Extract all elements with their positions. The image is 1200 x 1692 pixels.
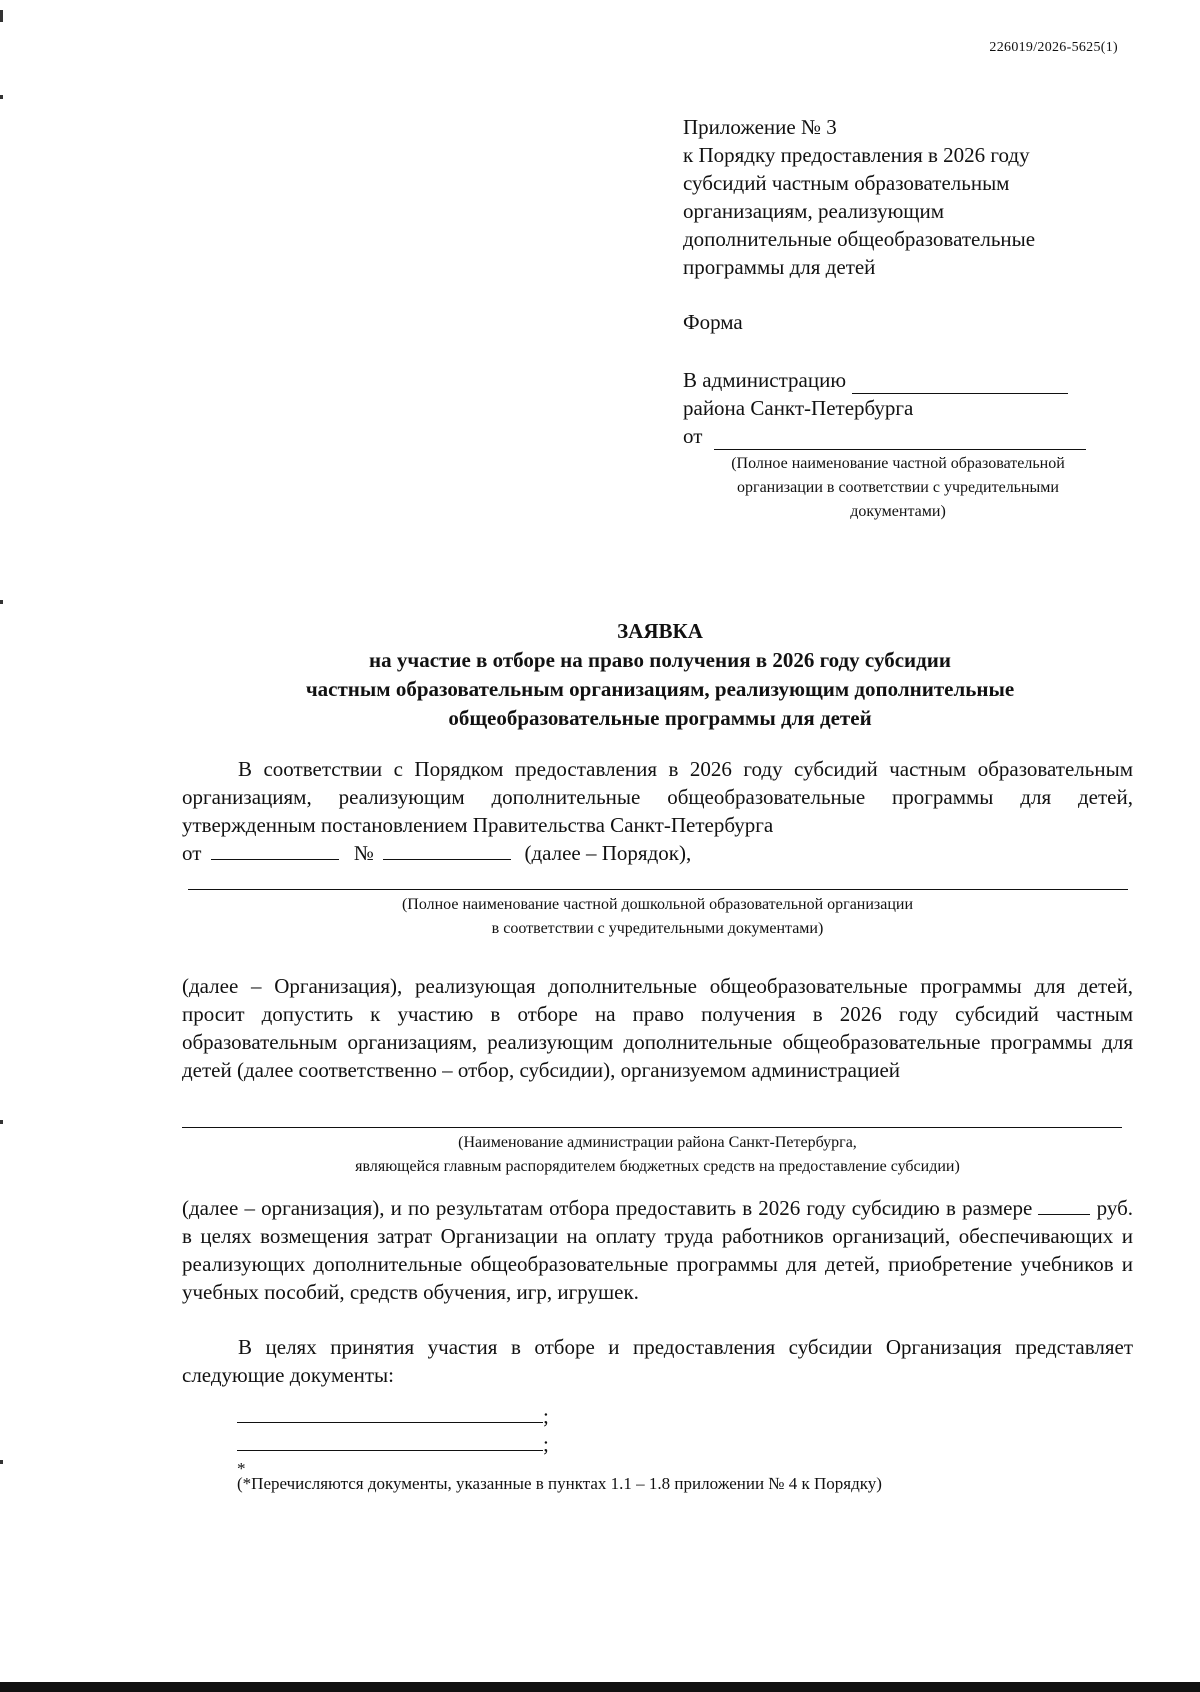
district-label: района Санкт-Петербурга bbox=[683, 396, 914, 420]
document-entry bbox=[237, 1402, 549, 1430]
paragraph-1-text: В соответствии с Порядком предоставления в 2026 году субсидий частным образовательным организациям, реализующим дополнительные общеобразовательные программы для детей, утвержденным постановлением Правительства Санкт-Петербурга bbox=[182, 757, 1133, 837]
scan-edge-mark bbox=[0, 10, 3, 22]
document-entry bbox=[237, 1430, 549, 1458]
paragraph-3-text bbox=[182, 1194, 1133, 1306]
paragraph-3-start: (далее – организация), и по результатам отбора предоставить в 2026 году субсидию в размере bbox=[182, 1196, 1033, 1220]
footnote-marker: * bbox=[237, 1459, 246, 1478]
paragraph-4-text: В целях принятия участия в отборе и предоставления субсидии Организация представляет следующие документы: bbox=[182, 1335, 1133, 1387]
document-blank[interactable] bbox=[237, 1432, 543, 1451]
from-label: от bbox=[683, 424, 703, 448]
caption-line: (Наименование администрации района Санкт-Петербурга, bbox=[458, 1134, 857, 1151]
title-line: на участие в отборе на право получения в 2026 году субсидии bbox=[369, 648, 951, 672]
appendix-block bbox=[683, 113, 1123, 281]
caption-line: являющейся главным распорядителем бюджетных средств на предоставление субсидии) bbox=[355, 1158, 960, 1175]
organization-caption bbox=[673, 452, 1123, 524]
organization-blank[interactable] bbox=[714, 429, 1086, 450]
form-label: Форма bbox=[683, 310, 743, 334]
appendix-line: к Порядку предоставления в 2026 году bbox=[683, 143, 1030, 167]
organization-name-caption bbox=[182, 893, 1133, 941]
administration-blank[interactable] bbox=[852, 373, 1068, 394]
title-line: общеобразовательные программы для детей bbox=[448, 706, 872, 730]
scan-edge-mark bbox=[0, 600, 3, 604]
paragraph-2 bbox=[182, 972, 1133, 1084]
scan-edge-mark bbox=[0, 1120, 3, 1124]
organization-name-line[interactable] bbox=[188, 889, 1128, 890]
date-from-label: от bbox=[182, 841, 202, 865]
document-number: 226019/2026-5625(1) bbox=[989, 40, 1118, 55]
title-heading: ЗАЯВКА bbox=[617, 619, 703, 643]
paragraph-2-text: (далее – Организация), реализующая дополнительные общеобразовательные программы для детей, просит допустить к участию в отборе на право получения в 2026 году субсидий частным образовательным организациям, реализующим дополнительные общеобразовательные программы для детей (далее соответственно – отбор, субсидии), организуемом администрацией bbox=[182, 974, 1133, 1082]
paragraph-1-tail: (далее – Порядок), bbox=[524, 841, 692, 865]
caption-line: документами) bbox=[850, 503, 946, 520]
appendix-line: организациям, реализующим bbox=[683, 199, 944, 223]
paragraph-1 bbox=[182, 755, 1133, 867]
appendix-line: субсидий частным образовательным bbox=[683, 171, 1010, 195]
caption-line: в соответствии с учредительными документами) bbox=[491, 920, 824, 937]
paragraph-3 bbox=[182, 1194, 1133, 1306]
scan-edge-mark bbox=[0, 1460, 3, 1464]
documents-list bbox=[237, 1402, 549, 1480]
scan-bottom-edge bbox=[0, 1682, 1200, 1692]
semicolon: ; bbox=[543, 1432, 549, 1456]
administration-row bbox=[683, 366, 1123, 394]
decree-number-blank[interactable] bbox=[383, 841, 511, 860]
document-blank[interactable] bbox=[237, 1404, 543, 1423]
appendix-line: программы для детей bbox=[683, 255, 876, 279]
title-line: частным образовательным организациям, реализующим дополнительные bbox=[305, 677, 1015, 701]
footnote: (*Перечисляются документы, указанные в пунктах 1.1 – 1.8 приложении № 4 к Порядку) bbox=[237, 1474, 882, 1493]
district-row bbox=[683, 394, 1123, 422]
from-row bbox=[683, 422, 1123, 450]
administration-label: В администрацию bbox=[683, 368, 847, 392]
application-title bbox=[120, 617, 1200, 733]
caption-line: (Полное наименование частной образовательной bbox=[731, 455, 1065, 472]
appendix-line: Приложение № 3 bbox=[683, 115, 837, 139]
scan-edge-mark bbox=[0, 95, 3, 99]
decree-date-blank[interactable] bbox=[211, 841, 339, 860]
address-block bbox=[683, 366, 1123, 524]
subsidy-amount-blank[interactable] bbox=[1038, 1196, 1090, 1215]
administration-name-caption bbox=[182, 1131, 1133, 1179]
caption-line: (Полное наименование частной дошкольной образовательной организации bbox=[401, 896, 914, 913]
semicolon: ; bbox=[543, 1404, 549, 1428]
number-sign: № bbox=[353, 841, 374, 865]
paragraph-3-end: руб. в целях возмещения затрат Организации на оплату труда работников организаций, обеспечивающих и реализующих дополнительные общеобразовательные программы для детей, приобретение учебников и учебных пособий, средств обучения, игр, игрушек. bbox=[182, 1196, 1134, 1304]
appendix-line: дополнительные общеобразовательные bbox=[683, 227, 1036, 251]
caption-line: организации в соответствии с учредительными bbox=[737, 479, 1059, 496]
paragraph-4 bbox=[182, 1333, 1133, 1389]
administration-name-line[interactable] bbox=[182, 1127, 1122, 1128]
paragraph-1-date-row bbox=[182, 839, 1133, 867]
